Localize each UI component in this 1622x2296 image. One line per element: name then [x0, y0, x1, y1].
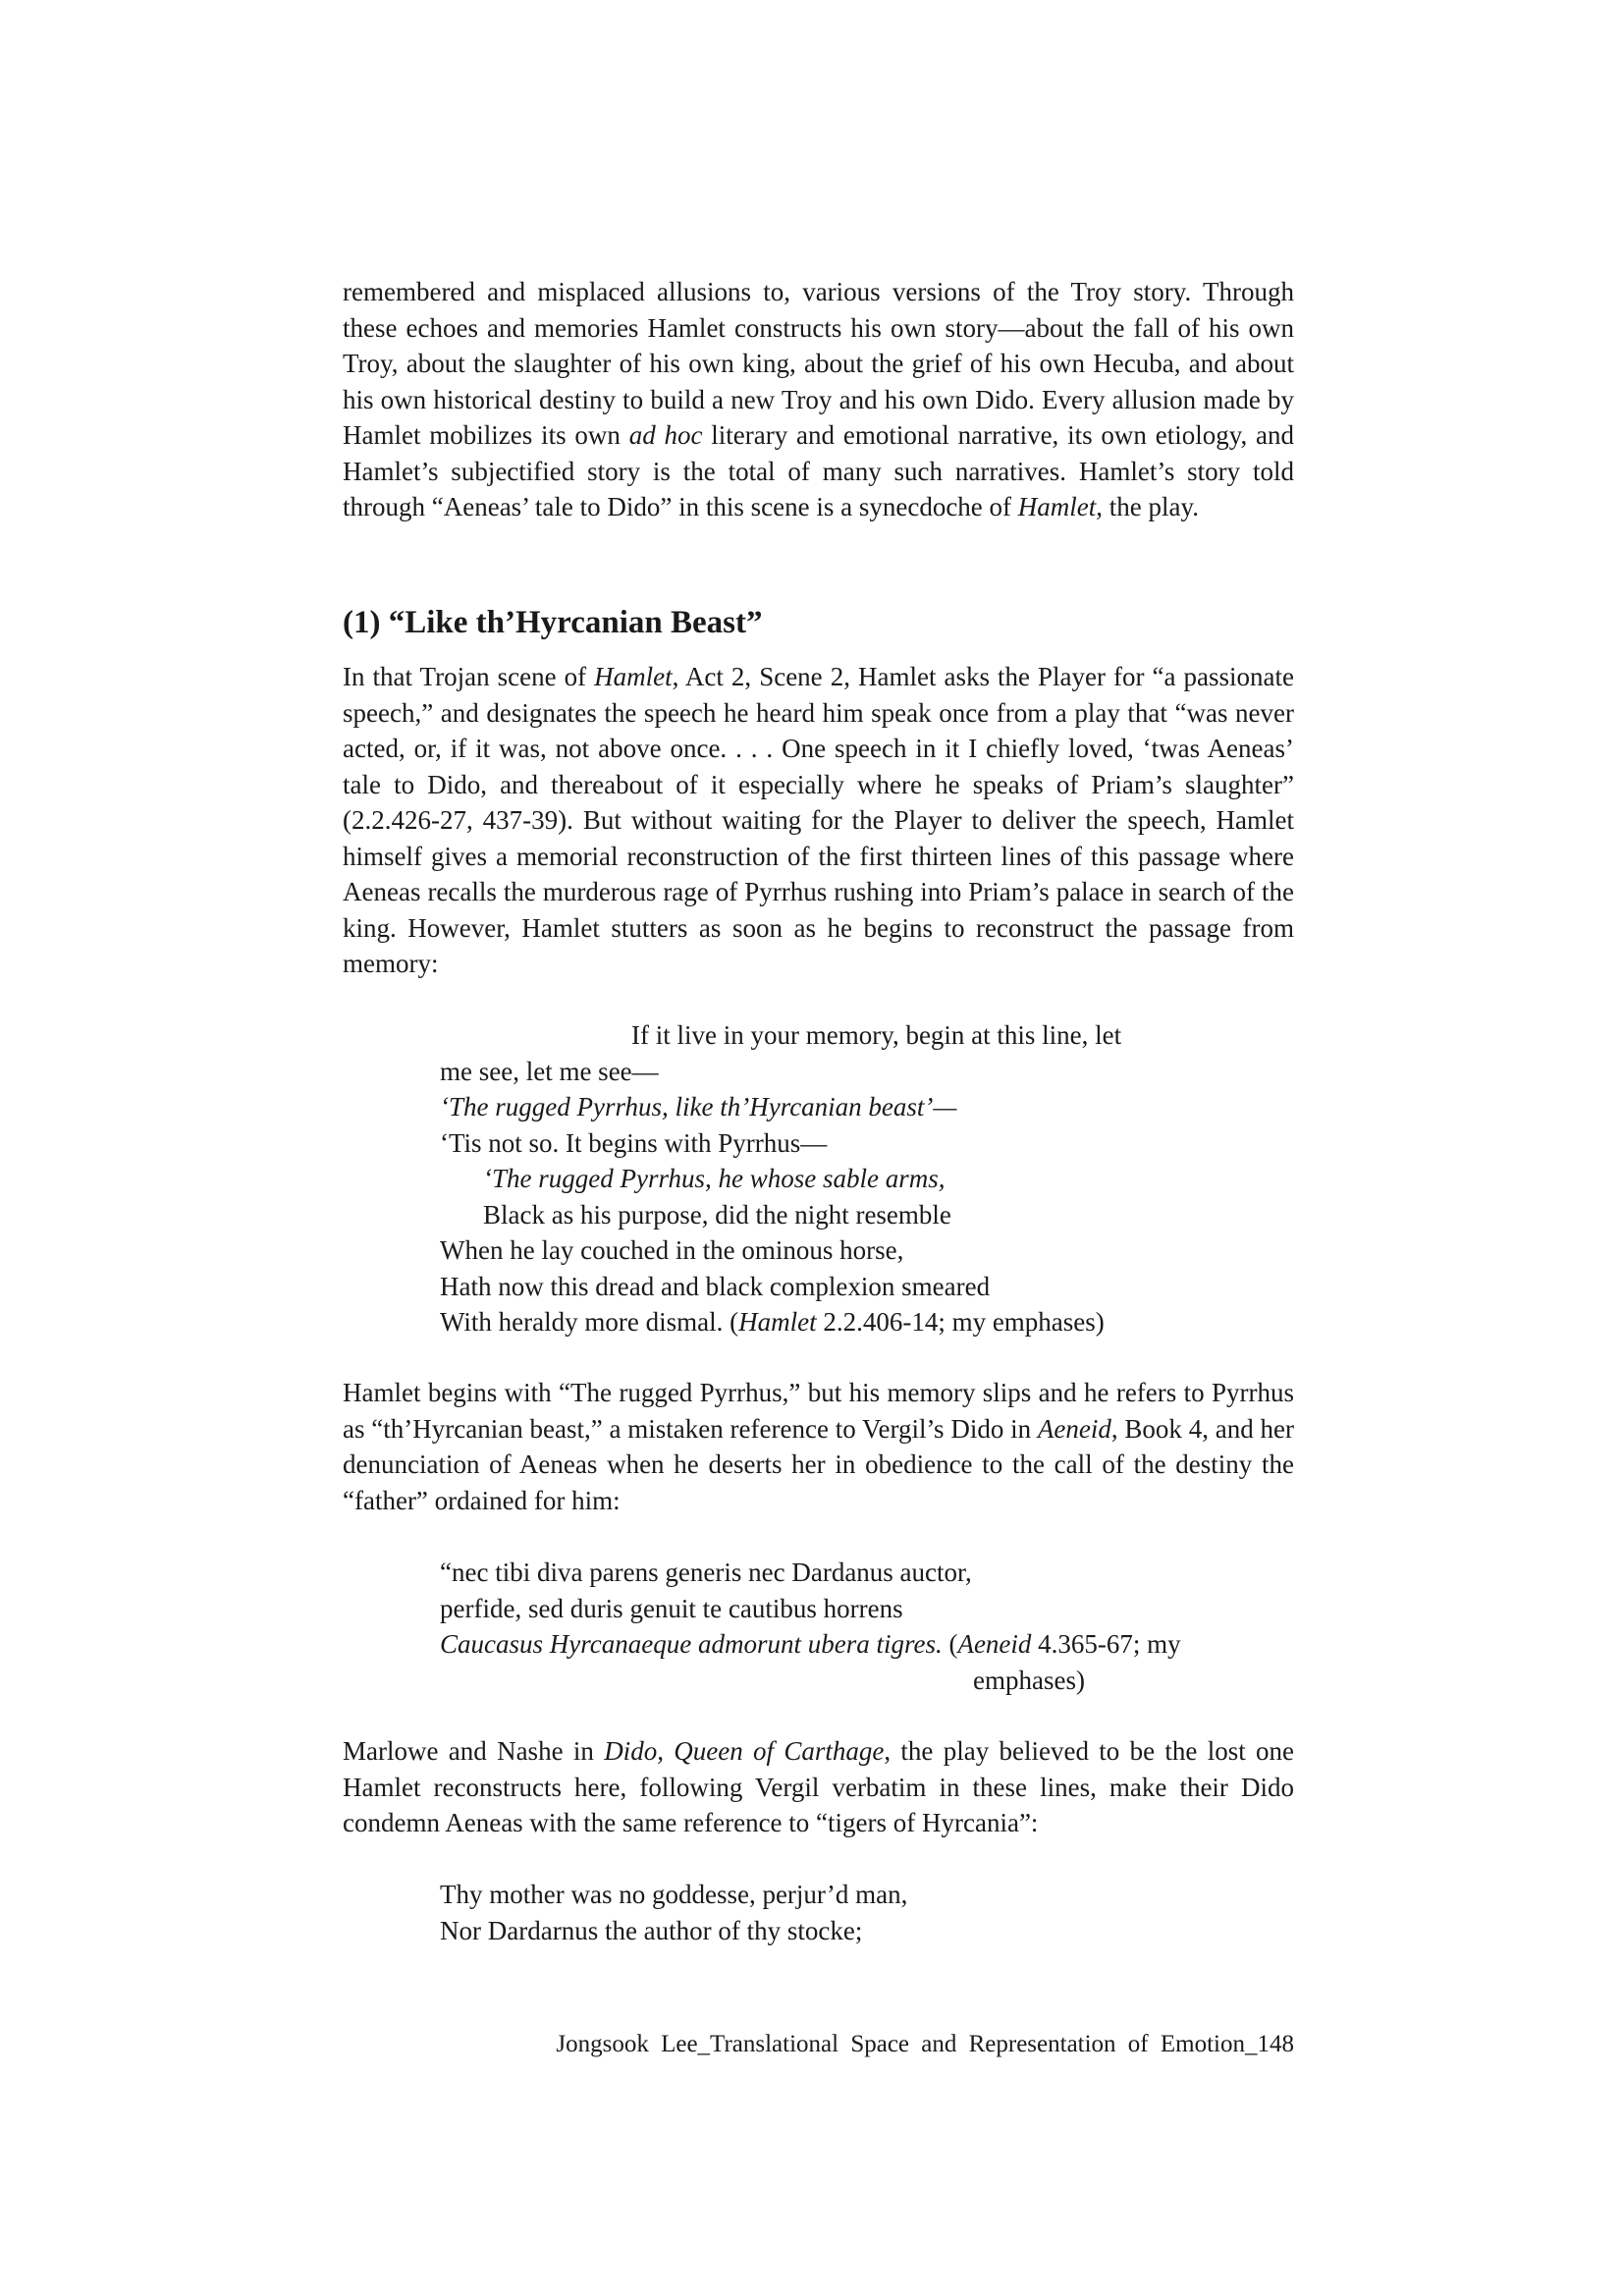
quote-line: me see, let me see— [440, 1056, 659, 1086]
text-run: Hamlet begins with “The rugged Pyrrhus,” but his memory slips and he refers to Pyrrhus as “th’Hyrcanian beast,” a mistaken reference to Vergil’s Dido in [343, 1378, 1294, 1444]
quote-line [440, 1161, 1265, 1197]
italic-text: Caucasus Hyrcanaeque admorunt ubera tigres. [440, 1629, 943, 1659]
quote-line: Hath now this dread and black complexion smeared [440, 1271, 991, 1301]
quote-line: Thy mother was no goddesse, perjur’d man, [440, 1880, 908, 1909]
block-quote-hamlet [440, 1017, 1265, 1340]
text-run: 4.365-67; my [1031, 1629, 1181, 1659]
quote-line: When he lay couched in the ominous horse, [440, 1235, 904, 1265]
text-run: remembered and misplaced allusions to, various versions of the Troy story. Through these echoes and memories Hamlet constructs his own story—about the fall of his own Troy, about the slaughter of his own king, about the grief of his own Hecuba, and about his own historical destiny to build a new Troy and his own Dido. Every allusion made by Hamlet mobilizes its own [343, 277, 1294, 450]
text-run: , the play believed to be the lost one Hamlet reconstructs here, following Vergil verbatim in these lines, make their Dido condemn Aeneas with the same reference to “tigers of Hyrcania”: [343, 1736, 1294, 1837]
text-run: With heraldy more dismal. ( [440, 1307, 739, 1337]
paragraph-trojan-scene [343, 659, 1294, 982]
quote-line [440, 1304, 1265, 1340]
italic-text: Dido, Queen of Carthage [604, 1736, 885, 1766]
quote-line: emphases) [973, 1665, 1085, 1695]
italic-text: ‘The rugged Pyrrhus, like th’Hyrcanian beast’— [440, 1092, 957, 1121]
paragraph-intro [343, 274, 1294, 525]
quote-line: ‘Tis not so. It begins with Pyrrhus— [440, 1127, 828, 1158]
quote-line: perfide, sed duris genuit te cautibus horrens [440, 1593, 903, 1623]
block-quote-aeneid [440, 1555, 1265, 1698]
text-run: , the play. [1096, 492, 1199, 521]
text-run: 2.2.406-14; my emphases) [816, 1307, 1105, 1337]
italic-text: Hamlet [1017, 492, 1097, 521]
italic-text: Hamlet [738, 1307, 817, 1337]
block-quote-dido [440, 1877, 1265, 1948]
quote-line: Black as his purpose, did the night resemble [483, 1199, 951, 1230]
italic-text: Aeneid [1037, 1413, 1111, 1444]
italic-text: ad hoc [628, 420, 703, 450]
italic-text: ‘The rugged Pyrrhus, he whose sable arms, [483, 1164, 946, 1193]
quote-line: “nec tibi diva parens generis nec Dardanus auctor, [440, 1558, 972, 1587]
text-run: Marlowe and Nashe in [343, 1736, 605, 1766]
quote-line: Nor Dardarnus the author of thy stocke; [440, 1915, 863, 1945]
text-run: , Book 4, and her denunciation of Aeneas when he deserts her in obedience to the call of the destiny the “father” ordained for him: [343, 1413, 1295, 1515]
text-run: , Act 2, Scene 2, Hamlet asks the Player for “a passionate speech,” and designates the speech he heard him speak once from a play that “was never acted, or, if it was, not above once. . . . One speech in it I chiefly loved, ‘twas Aeneas’ tale to Dido, and thereabout of it especially where he speaks of Priam’s slaughter” (2.2.426-27, 437-39). But without waiting for the Player to deliver the speech, Hamlet himself gives a memorial reconstruction of the first thirteen lines of this passage where Aeneas recalls the murderous rage of Pyrrhus rushing into Priam’s palace in search of the king. However, Hamlet stutters as soon as he begins to reconstruct the passage from memory: [343, 662, 1295, 978]
italic-text: Aeneid [957, 1629, 1032, 1659]
quote-line: If it live in your memory, begin at this line, let [631, 1020, 1122, 1050]
quote-line [440, 1626, 1265, 1663]
page-footer: Jongsook Lee_Translational Space and Representation of Emotion_148 [556, 2031, 1294, 2057]
text-run: ( [942, 1629, 958, 1659]
text-run: In that Trojan scene of [343, 662, 595, 691]
section-heading: (1) “Like th’Hyrcanian Beast” [343, 605, 763, 640]
italic-text: Hamlet [594, 662, 673, 691]
text-run: literary and emotional narrative, its own etiology, and Hamlet’s subjectified story is the total of many such narratives. Hamlet’s story told through “Aeneas’ tale to Dido” in this scene is a synecdoche of [343, 420, 1295, 521]
quote-line [440, 1089, 1265, 1125]
paragraph-marlowe-nashe [343, 1733, 1294, 1841]
paragraph-memory-slip [343, 1375, 1294, 1518]
